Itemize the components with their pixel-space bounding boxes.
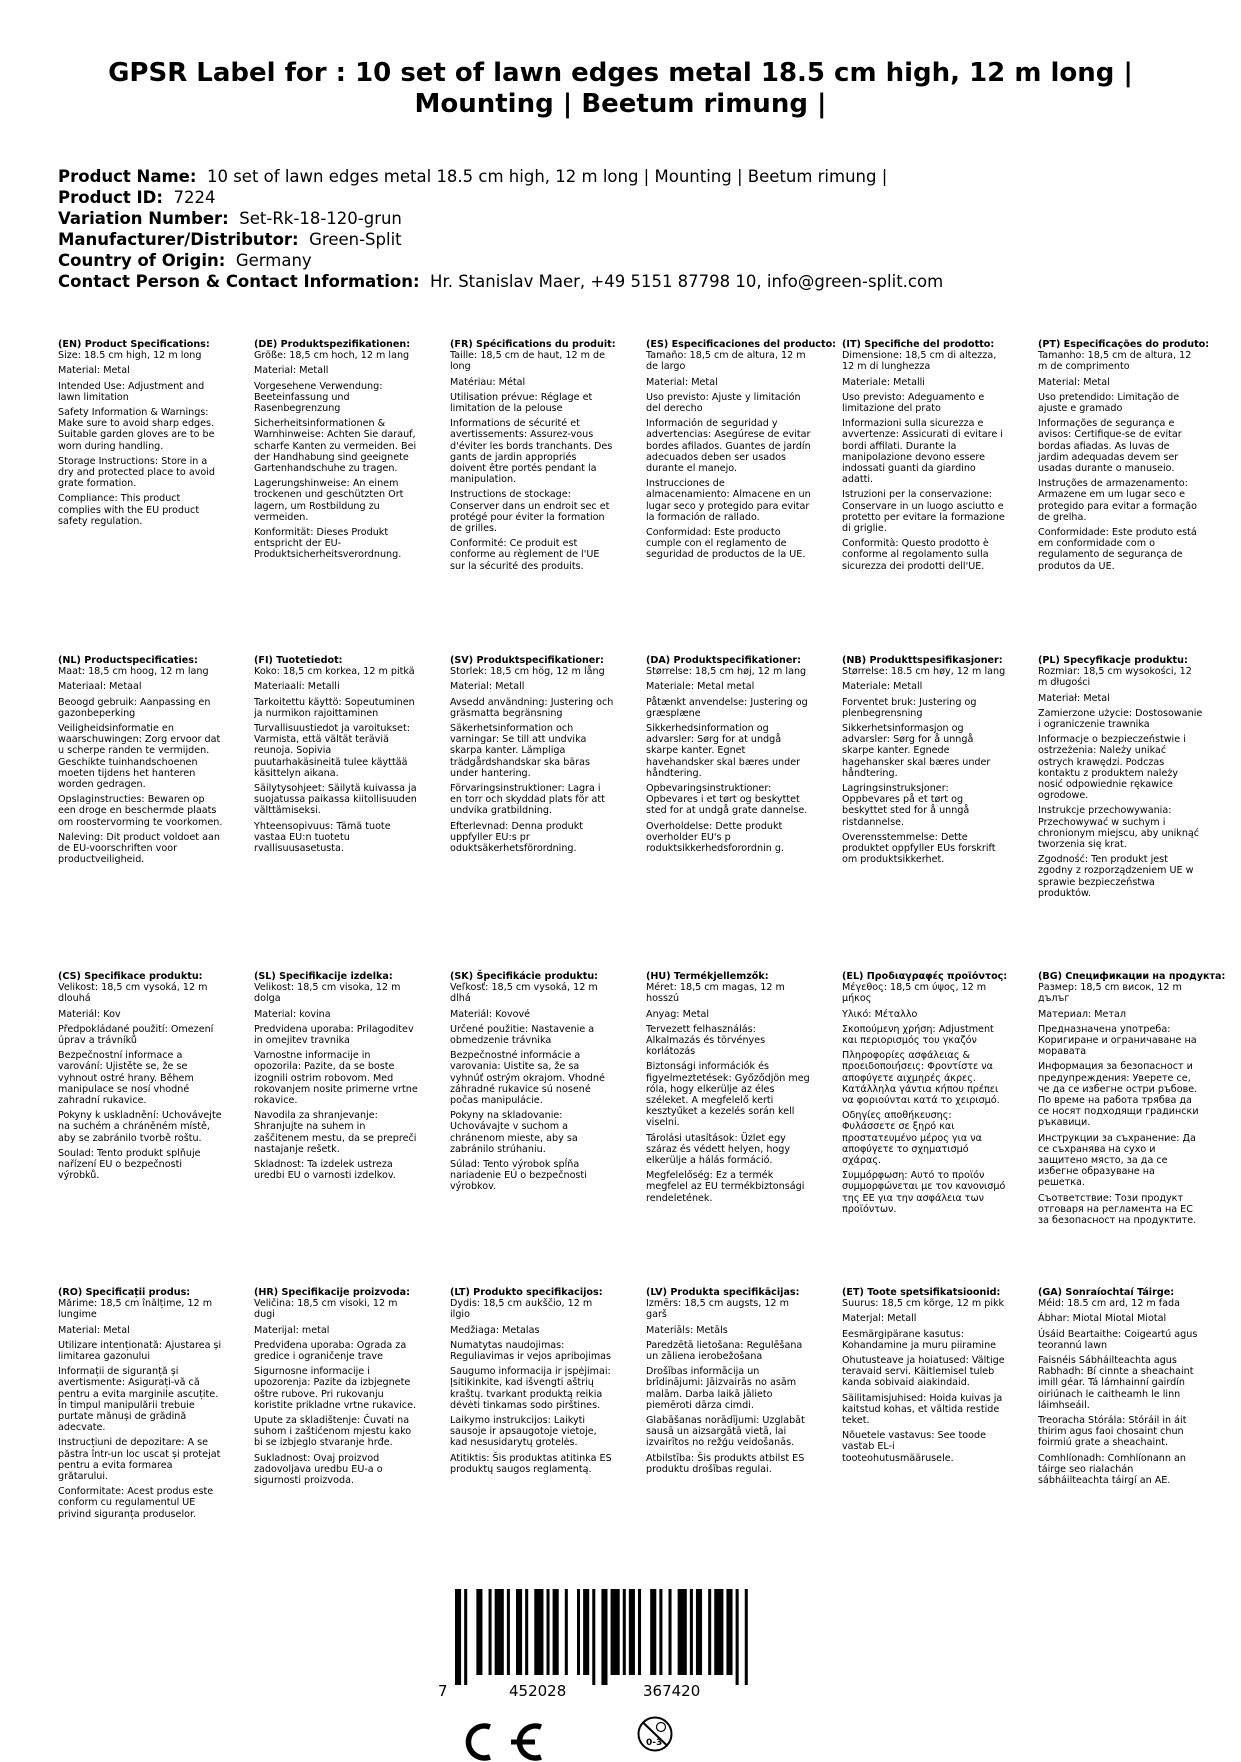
spec-block	[1038, 339, 1210, 576]
spec-line: Overholdelse: Dette produkt overholder EU's p roduktsikkerhedsforordnin g.	[646, 820, 785, 855]
spec-line: Materiale: Metalli	[842, 376, 925, 388]
spec-line: Nõuetele vastavus: See toode vastab EL-i tooteohutusmäärusele.	[842, 1430, 986, 1464]
spec-block	[842, 655, 1007, 869]
spec-line: Materiaal: Metaal	[58, 681, 142, 693]
spec-line: Sikkerhetsinformasjon og advarsler: Sørg for å unngå skarpe kanter. Egnede hagehansker skal bæres under håndtering.	[842, 723, 991, 779]
spec-line: Taille: 18,5 cm de haut, 12 m de long	[450, 350, 605, 373]
spec-block	[58, 971, 223, 1185]
spec-line: Vorgesehene Verwendung: Beeteinfassung und Rasenbegrenzung	[254, 380, 383, 415]
specifications-band	[58, 971, 1238, 1287]
spec-line: Tamanho: 18,5 cm de altura, 12 m de comprimento	[1038, 350, 1192, 373]
spec-line: Material: Metal	[646, 376, 718, 388]
spec-line: Glabāšanas norādījumi: Uzglabāt sausā un aizsargātā vietā, lai izvairītos no režģu veidošanās.	[646, 1415, 805, 1449]
spec-line: Instruções de armazenamento: Armazene em um lugar seco e protegido para evitar a formação de grelha.	[1038, 478, 1198, 523]
spec-block	[58, 655, 223, 869]
info-value: 7224	[173, 188, 216, 207]
spec-line: Určené použitie: Nastavenie a obmedzenie trávnika	[450, 1023, 595, 1047]
age-warning-text: 0-3	[646, 1738, 663, 1748]
spec-line: Eesmärgipärane kasutus: Kohandamine ja muru piiramine	[842, 1328, 997, 1351]
spec-line: Säilitamisjuhised: Hoida kuivas ja kaitstud kohas, et vältida restide teket.	[842, 1392, 1003, 1427]
barcode-bar	[708, 1589, 711, 1675]
spec-line: Información de seguridad y advertencias: Asegúrese de evitar bordes afilados. Guantes de jardín adecuados deben ser usados durante el manejo.	[646, 418, 811, 475]
barcode-bar	[507, 1589, 510, 1675]
spec-line: Paredzētā lietošana: Regulēšana un zāliena ierobežošana	[646, 1339, 803, 1363]
spec-heading: (ES) Especificaciones del producto:	[646, 339, 837, 350]
spec-line: Konformität: Dieses Produkt entspricht der EU-Produktsicherheitsverordnung.	[254, 527, 402, 561]
barcode-bar	[495, 1589, 504, 1675]
spec-line: Mărime: 18,5 cm înălțime, 12 m lungime	[58, 1298, 213, 1321]
spec-block	[58, 339, 223, 531]
spec-line: Méid: 18.5 cm ard, 12 m fada	[1038, 1298, 1181, 1310]
spec-line: Méret: 18,5 cm magas, 12 m hosszú	[646, 982, 785, 1005]
barcode-bar	[678, 1589, 687, 1675]
spec-line: Οδηγίες αποθήκευσης: Φυλάσσετε σε ξηρό και προστατευμένο μέρος για να αποφύγετε το σχηματισμό σχάρας.	[842, 1110, 982, 1167]
spec-line: Materiāls: Metāls	[646, 1324, 728, 1336]
spec-line: Υλικό: Μέταλλο	[842, 1008, 918, 1020]
spec-line: Instrukcje przechowywania: Przechowywać w suchym i chronionym miejscu, aby uniknąć tworzenia się krat.	[1038, 805, 1200, 851]
spec-line: Zamierzone użycie: Dostosowanie i ograniczenie trawnika	[1038, 707, 1203, 731]
spec-line: Laikymo instrukcijos: Laikyti sausoje ir apsaugotoje vietoje, kad nesusidarytų grotelės.	[450, 1415, 597, 1449]
spec-line: Uso previsto: Adeguamento e limitazione del prato	[842, 391, 985, 415]
spec-line: Avsedd användning: Justering och gräsmatta begränsning	[450, 696, 614, 719]
spec-line: Sigurnosne informacije i upozorenja: Pazite da izbjegnete oštre rubove. Pri rukovanju koristite prikladne vrtne rukavice.	[254, 1366, 417, 1411]
spec-line: Utilizare intenționată: Ajustarea și limitarea gazonului	[58, 1339, 222, 1363]
info-value: Set-Rk-18-120-grun	[239, 209, 402, 228]
spec-line: Størrelse: 18,5 cm høj, 12 m lang	[646, 666, 807, 678]
spec-block	[646, 339, 837, 565]
spec-line: Μέγεθος: 18,5 cm ύψος, 12 m μήκος	[842, 982, 987, 1005]
spec-line: Matériau: Métal	[450, 376, 526, 388]
product-info	[58, 166, 1198, 292]
barcode-bar	[464, 1589, 467, 1685]
spec-line: Drošības informācija un brīdinājumi: Jāizvairās no asām malām. Darba laikā jālieto piemēroti dārza cimdi.	[646, 1366, 797, 1411]
spec-line: Materiál: Kovové	[450, 1008, 531, 1020]
spec-line: Skladnost: Ta izdelek ustreza uredbi EU o varnosti izdelkov.	[254, 1159, 396, 1182]
spec-line: Koko: 18,5 cm korkea, 12 m pitkä	[254, 666, 415, 678]
spec-line: Säilytysohjeet: Säilytä kuivassa ja suojatussa paikassa kiitollisuuden välttämiseksi.	[254, 783, 417, 817]
spec-line: Predviđena uporaba: Ograda za gredice i ograničenje trave	[254, 1339, 407, 1363]
spec-heading: (GA) Sonraíochtaí Táirge:	[1038, 1287, 1175, 1298]
barcode-bar	[669, 1589, 672, 1675]
ce-mark-icon	[453, 1722, 553, 1762]
specifications-grid	[58, 339, 1238, 1603]
spec-block	[450, 1287, 615, 1479]
spec-line: Material: Metal	[1038, 376, 1110, 388]
spec-line: Veličina: 18,5 cm visoki, 12 m dugi	[254, 1298, 398, 1321]
label-title: GPSR Label for : 10 set of lawn edges metal 18.5 cm high, 12 m long | Mounting | Beetum rimung |	[108, 58, 1133, 119]
info-label: Variation Number:	[58, 209, 229, 228]
spec-line: Informații de siguranță și avertismente: Asigurați-vă că pentru a evita marginile ascuțite. În timpul manipulării trebuie purtate mănuși de grădină adecvate.	[58, 1366, 219, 1434]
spec-block	[1038, 655, 1203, 903]
spec-heading: (HU) Termékjellemzők:	[646, 971, 769, 982]
spec-line: Safety Information & Warnings: Make sure to avoid sharp edges. Suitable garden gloves are to be worn during handling.	[58, 407, 215, 452]
spec-line: Informações de segurança e avisos: Certifique-se de evitar bordas afiadas. As luvas de jardim adequadas devem ser usadas durante o manuseio.	[1038, 418, 1182, 475]
spec-line: Πληροφορίες ασφάλειας & προειδοποιήσεις: Φροντίστε να αποφύγετε αιχμηρές άκρες. Κατάλληλα γάντια κήπου πρέπει να φοριούνται κατά το χειρισμό.	[842, 1050, 1000, 1107]
spec-line: Materiał: Metal	[1038, 692, 1110, 704]
spec-line: Tervezett felhasználás: Alkalmazás és törvényes korlátozás	[646, 1023, 766, 1058]
barcode-bar	[611, 1589, 620, 1675]
spec-block	[254, 1287, 419, 1490]
spec-block	[646, 1287, 811, 1479]
spec-heading: (FR) Spécifications du produit:	[450, 339, 616, 350]
spec-line: Инструкции за съхранение: Да се съхранява на сухо и защитено място, за да се избегне образуване на решетка.	[1038, 1132, 1196, 1189]
spec-line: Pokyny k uskladnění: Uchovávejte na suchém a chráněném místě, aby se zabránilo tvorbě roštu.	[58, 1110, 222, 1144]
spec-heading: (CS) Specifikace produktu:	[58, 971, 203, 982]
barcode-bar	[565, 1589, 568, 1675]
spec-line: Sukladnost: Ovaj proizvod zadovoljava uredbu EU-a o sigurnosti proizvoda.	[254, 1452, 383, 1487]
spec-line: Předpokládané použití: Omezení úprav a trávníků	[58, 1023, 214, 1047]
spec-line: Συμμόρφωση: Αυτό το προϊόν συμμορφώνεται με τον κανονισμό της ΕΕ για την ασφάλεια των προϊόντων.	[842, 1170, 1006, 1215]
spec-line: Rozmiar: 18,5 cm wysokości, 12 m długości	[1038, 666, 1192, 689]
spec-heading: (EN) Product Specifications:	[58, 339, 210, 350]
spec-line: Upute za skladištenje: Čuvati na suhom i zaštićenom mjestu kako bi se izbjeglo stvaranje hrđe.	[254, 1415, 412, 1449]
spec-line: Yhteensopivuus: Tämä tuote vastaa EU:n tuotetu rvallisuusasetusta.	[254, 820, 391, 855]
spec-line: Overensstemmelse: Dette produktet oppfyller EUs forskrift om produktsikkerhet.	[842, 831, 996, 866]
spec-line: Påtænkt anvendelse: Justering og græsplæne	[646, 696, 808, 719]
spec-line: Pokyny na skladovanie: Uchovávajte v suchom a chránenom mieste, aby sa zabránilo strúhaniu.	[450, 1110, 578, 1155]
spec-line: Faisnéis Sábháilteachta agus Rabhadh: Bí cinnte a sheachaint imill géar. Tá lámhainní gairdín oiriúnach le caitheamh le linn láimhseáil.	[1038, 1355, 1194, 1411]
spec-line: Opbevaringsinstruktioner: Opbevares i et tørt og beskyttet sted for at undgå grate dannelse.	[646, 783, 808, 817]
barcode-bar	[489, 1589, 492, 1675]
spec-line: Material: Metal	[58, 1324, 130, 1336]
spec-line: Dimensione: 18,5 cm di altezza, 12 m di lunghezza	[842, 350, 997, 373]
barcode-bar	[577, 1589, 580, 1675]
contact-row	[58, 271, 1198, 292]
spec-line: Instructions de stockage: Conserver dans un endroit sec et protégé pour éviter la formation de grilles.	[450, 489, 610, 535]
spec-heading: (IT) Specifiche del prodotto:	[842, 339, 995, 350]
barcode-bar	[736, 1589, 739, 1685]
spec-line: Conformitate: Acest produs este conform cu regulamentul UE privind siguranța produselor.	[58, 1486, 214, 1520]
spec-block	[254, 655, 419, 858]
info-value: Hr. Stanislav Maer, +49 5151 87798 10, info@green-split.com	[430, 272, 944, 291]
spec-line: Tamaño: 18,5 cm de altura, 12 m de largo	[646, 350, 806, 373]
spec-line: Soulad: Tento produkt splňuje nařízení EU o bezpečnosti výrobků.	[58, 1147, 201, 1182]
spec-line: Atitiktis: Šis produktas atitinka ES produktų saugos reglamentą.	[450, 1452, 612, 1475]
barcode-bar	[534, 1589, 543, 1675]
spec-line: Materiale: Metall	[842, 681, 923, 693]
spec-line: Sicherheitsinformationen & Warnhinweise: Achten Sie darauf, scharfe Kanten zu vermeiden. Bei der Handhabung sind geeignete Gartenhandschuhe zu tragen.	[254, 418, 417, 475]
spec-line: Информация за безопасност и предупреждения: Уверете се, че да се избегне остри ръбове. По време на работа трябва да се носят подходящи градински ръкавици.	[1038, 1061, 1199, 1129]
specifications-band	[58, 339, 1238, 655]
spec-line: Conformidad: Este producto cumple con el reglamento de seguridad de productos de la UE.	[646, 527, 806, 561]
spec-heading: (PT) Especificações do produto:	[1038, 339, 1210, 350]
spec-line: Material: Metal	[58, 365, 130, 377]
barcode-bar	[714, 1589, 723, 1675]
spec-line: Efterlevnad: Denna produkt uppfyller EU:s pr oduktsäkerhetsförordning.	[450, 820, 584, 855]
spec-block	[450, 655, 615, 858]
barcode-bar	[516, 1589, 522, 1675]
spec-block	[254, 339, 419, 565]
spec-line: Størrelse: 18.5 cm høy, 12 m lang	[842, 666, 1006, 678]
barcode-digits-left: 452028	[509, 1682, 567, 1699]
spec-line: Material: Metall	[254, 365, 329, 377]
spec-line: Materiale: Metal metal	[646, 681, 755, 693]
spec-line: Materjal: Metall	[842, 1313, 917, 1325]
spec-line: Veľkosť: 18,5 cm vysoká, 12 m dlhá	[450, 982, 598, 1005]
spec-line: Uso pretendido: Limitação de ajuste e gramado	[1038, 391, 1180, 415]
info-label: Product Name:	[58, 167, 197, 186]
spec-heading: (LV) Produkta specifikācijas:	[646, 1287, 800, 1298]
barcode-bar	[525, 1589, 528, 1675]
spec-line: Предназначена употреба: Коригиране и ограничаване на моравата	[1038, 1023, 1197, 1058]
info-label: Contact Person & Contact Information:	[58, 272, 420, 291]
spec-line: Bezpečnostné informácie a varovania: Uistite sa, že sa vyhnúť ostrým okrajom. Vhodné záhradné rukavice sú nosené počas manipulácie.	[450, 1050, 605, 1107]
spec-heading: (SV) Produktspecifikationer:	[450, 655, 604, 666]
barcode-digit-prefix: 7	[438, 1682, 448, 1699]
spec-heading: (LT) Produkto specifikacijos:	[450, 1287, 603, 1298]
spec-line: Velikost: 18,5 cm vysoká, 12 m dlouhá	[58, 982, 208, 1005]
barcode-bar	[553, 1589, 559, 1675]
spec-line: Conformité: Ce produit est conforme au règlement de l'UE sur la sécurité des produits.	[450, 538, 600, 572]
spec-line: Materijal: metal	[254, 1324, 330, 1336]
barcode-bar	[583, 1589, 589, 1675]
spec-block	[842, 339, 1007, 576]
spec-block	[58, 1287, 223, 1524]
spec-line: Megfelelőség: Ez a termék megfelel az EU termékbiztonsági rendeletének.	[646, 1170, 805, 1204]
spec-line: Ohutusteave ja hoiatused: Vältige teravaid servi. Käitlemisel tuleb kanda sobivaid aiakindaid.	[842, 1355, 1005, 1389]
spec-line: Anyag: Metal	[646, 1008, 710, 1020]
spec-block	[842, 971, 1007, 1219]
spec-line: Материал: Метал	[1038, 1008, 1127, 1020]
info-value: Green-Split	[309, 230, 402, 249]
info-label: Country of Origin:	[58, 251, 226, 270]
barcode-bar	[745, 1589, 748, 1685]
spec-line: Izmērs: 18,5 cm augsts, 12 m garš	[646, 1298, 789, 1321]
barcode-bar	[638, 1589, 641, 1675]
spec-heading: (SK) Špecifikácie produktu:	[450, 971, 599, 982]
spec-line: Velikost: 18,5 cm visoka, 12 m dolga	[254, 982, 401, 1005]
spec-line: Ábhar: Miotal Miotal Miotal	[1038, 1313, 1167, 1325]
spec-line: Naleving: Dit product voldoet aan de EU-voorschriften voor productveiligheid.	[58, 831, 220, 866]
spec-line: Dydis: 18,5 cm aukščio, 12 m ilgio	[450, 1298, 593, 1321]
spec-line: Bezpečnostní informace a varování: Ujistěte se, že se vyhnout ostré hrany. Během manipulace se nosí vhodné zahradní rukavice.	[58, 1050, 194, 1107]
barcode-bar	[601, 1589, 607, 1685]
spec-line: Sikkerhedsinformation og advarsler: Sørg for at undgå skarpe kanter. Egnet havehandsker skal bæres under håndtering.	[646, 723, 801, 779]
spec-block	[842, 1287, 1007, 1468]
spec-line: Opslaginstructies: Bewaren op een droge en beschermde plaats om roostervorming te voorkomen.	[58, 794, 223, 828]
spec-line: Instrucciones de almacenamiento: Almacene en un lugar seco y protegido para evitar la formación de rallado.	[646, 478, 811, 523]
spec-block	[450, 971, 615, 1197]
barcode-bar	[629, 1589, 635, 1675]
spec-line: Forventet bruk: Justering og plenbegrensning	[842, 696, 977, 719]
spec-line: Turvallisuustiedot ja varoitukset: Varmista, että vältät teräviä reunoja. Sopivia puutarhakäsineitä tulee käyttää käsittelyn aikana.	[254, 723, 410, 779]
country-of-origin-row	[58, 250, 1198, 271]
info-value: 10 set of lawn edges metal 18.5 cm high, 12 m long | Mounting | Beetum rimung |	[206, 167, 888, 186]
spec-line: Storlek: 18,5 cm hög, 12 m lång	[450, 666, 605, 678]
spec-line: Zgodność: Ten produkt jest zgodny z rozporządzeniem UE w sprawie bezpieczeństwa produktów.	[1038, 854, 1194, 899]
spec-block	[450, 339, 615, 576]
not-for-children-0-3-icon	[626, 1716, 684, 1752]
spec-line: Размер: 18,5 cm висок, 12 m дълъг	[1038, 982, 1182, 1005]
spec-line: Suurus: 18,5 cm kõrge, 12 m pikk	[842, 1298, 1005, 1310]
spec-line: Intended Use: Adjustment and lawn limitation	[58, 380, 205, 403]
spec-line: Säkerhetsinformation och varningar: Se till att undvika skarpa kanter. Lämpliga trädgårdshandskar ska bäras under hantering.	[450, 723, 590, 779]
spec-line: Instrucțiuni de depozitare: A se păstra într-un loc uscat și protejat pentru a evita formarea grătarului.	[58, 1437, 221, 1483]
spec-line: Informations de sécurité et avertissements: Assurez-vous d'éviter les bords tranchants. Des gants de jardin appropriés doivent être portés pendant la manipulation.	[450, 418, 613, 486]
spec-line: Size: 18.5 cm high, 12 m long	[58, 350, 202, 362]
spec-heading: (DA) Produktspecifikationer:	[646, 655, 801, 666]
spec-block	[254, 971, 419, 1185]
spec-line: Predvidena uporaba: Prilagoditev in omejitev travnika	[254, 1023, 414, 1047]
barcode-bar	[592, 1589, 595, 1685]
spec-line: Beoogd gebruik: Aanpassing en gazonbeperking	[58, 696, 211, 719]
spec-line: Saugumo informacija ir įspėjimai: Įsitikinkite, kad išvengti aštrių kraštų. tvarkant produktą reikia dėvėti tinkamas sodo pirštines.	[450, 1366, 611, 1411]
spec-line: Tarkoitettu käyttö: Sopeutuminen ja nurmikon rajoittaminen	[254, 696, 415, 719]
barcode-bar	[650, 1589, 656, 1675]
product-id-row	[58, 187, 1198, 208]
spec-line: Medžiaga: Metalas	[450, 1324, 540, 1336]
spec-line: Größe: 18,5 cm hoch, 12 m lang	[254, 350, 410, 362]
barcode-bar	[659, 1589, 662, 1675]
info-label: Manufacturer/Distributor:	[58, 230, 299, 249]
info-value: Germany	[235, 251, 312, 270]
spec-line: Tárolási utasítások: Üzlet egy száraz és védett helyen, hogy elkerülje a hálás formáció.	[646, 1132, 791, 1167]
spec-block	[646, 655, 811, 858]
spec-line: Conformidade: Este produto está em conformidade com o regulamento de segurança de produtos da UE.	[1038, 527, 1197, 572]
spec-line: Informacje o bezpieczeństwie i ostrzeżenia: Należy unikać ostrych krawędzi. Podczas kontaktu z produktem należy nosić odpowiednie rękawice ogrodowe.	[1038, 734, 1186, 802]
spec-line: Istruzioni per la conservazione: Conservare in un luogo asciutto e protetto per evitare la formazione di griglie.	[842, 489, 1005, 535]
barcode-bar	[455, 1589, 461, 1685]
variation-number-row	[58, 208, 1198, 229]
specifications-band	[58, 1287, 1238, 1603]
spec-line: Maat: 18,5 cm hoog, 12 m lang	[58, 666, 209, 678]
barcode	[433, 1589, 763, 1699]
spec-line: Navodila za shranjevanje: Shranjujte na suhem in zaščitenem mestu, da se prepreči nastajanje rešetk.	[254, 1110, 417, 1155]
spec-heading: (EL) Προδιαγραφές προϊόντος:	[842, 971, 1008, 982]
spec-line: Storage Instructions: Store in a dry and protected place to avoid grate formation.	[58, 455, 216, 490]
spec-heading: (NL) Productspecificaties:	[58, 655, 198, 666]
barcode-bar	[726, 1589, 732, 1675]
spec-heading: (ET) Toote spetsifikatsioonid:	[842, 1287, 1001, 1298]
product-name-row	[58, 166, 1198, 187]
spec-block	[1038, 1287, 1203, 1490]
spec-heading: (PL) Specyfikacje produktu:	[1038, 655, 1188, 666]
spec-line: Atbilstība: Šis produkts atbilst ES produktu drošības regulai.	[646, 1452, 805, 1475]
barcode-bar	[696, 1589, 702, 1675]
spec-line: Lagringsinstruksjoner: Oppbevares på et tørt og beskyttet sted for å unngå ristdannelse.	[842, 783, 970, 828]
spec-line: Úsáid Beartaithe: Coigeartú agus teorannú lawn	[1038, 1328, 1198, 1351]
barcode-bars	[455, 1589, 748, 1685]
barcode-bar	[547, 1589, 550, 1675]
spec-line: Material: kovina	[254, 1008, 331, 1020]
barcode-bar	[476, 1589, 482, 1675]
spec-heading: (SL) Specifikacije izdelka:	[254, 971, 393, 982]
spec-heading: (BG) Спецификации на продукта:	[1038, 971, 1226, 982]
spec-line: Biztonsági információk és figyelmeztetések: Győződjön meg róla, hogy elkerülje az éles széleket. A megfelelő kerti kesztyűket a kezelés során kell viselni.	[646, 1061, 810, 1129]
spec-line: Utilisation prévue: Réglage et limitation de la pelouse	[450, 391, 593, 415]
info-label: Product ID:	[58, 188, 163, 207]
specifications-band	[58, 655, 1238, 971]
spec-heading: (HR) Specifikacije proizvoda:	[254, 1287, 410, 1298]
spec-heading: (DE) Produktspezifikationen:	[254, 339, 411, 350]
spec-line: Numatytas naudojimas: Reguliavimas ir vejos apribojimas	[450, 1339, 612, 1363]
spec-line: Σκοπούμενη χρήση: Adjustment και περιορισμός του γκαζόν	[842, 1023, 994, 1047]
barcode-bar	[690, 1589, 693, 1675]
spec-line: Materiál: Kov	[58, 1008, 121, 1020]
spec-line: Förvaringsinstruktioner: Lagra i en torr och skyddad plats för att undvika gratbildning.	[450, 783, 605, 817]
spec-heading: (FI) Tuotetiedot:	[254, 655, 343, 666]
spec-block	[646, 971, 811, 1208]
spec-heading: (NB) Produkttspesifikasjoner:	[842, 655, 1003, 666]
barcode-bar	[623, 1589, 626, 1675]
spec-line: Compliance: This product complies with the EU product safety regulation.	[58, 493, 200, 527]
spec-line: Comhlíonadh: Comhlíonann an táirge seo rialachán sábháilteachta táirgí an AE.	[1038, 1452, 1186, 1487]
spec-line: Varnostne informacije in opozorila: Pazite, da se boste izognili ostrim robovom. Med rokovanjem nosite primerne vrtne rokavice.	[254, 1050, 418, 1107]
spec-line: Súlad: Tento výrobok spĺňa nariadenie EÚ o bezpečnosti výrobkov.	[450, 1159, 587, 1193]
spec-line: Informazioni sulla sicurezza e avvertenze: Assicurati di evitare i bordi affilati. Durante la manipolazione devono essere indossati guanti da giardino adatti.	[842, 418, 1003, 486]
spec-line: Veiligheidsinformatie en waarschuwingen: Zorg ervoor dat u scherpe randen te vermijden. Geschikte tuinhandschoenen moeten tijdens het hanteren worden gedragen.	[58, 723, 221, 791]
spec-line: Treoracha Stórála: Stóráil in áit thirim agus faoi chosaint chun foirmiú grate a sheachaint.	[1038, 1415, 1187, 1449]
spec-line: Lagerungshinweise: An einem trockenen und geschützten Ort lagern, um Rostbildung zu vermeiden.	[254, 478, 404, 523]
manufacturer-row	[58, 229, 1198, 250]
barcode-digits-right: 367420	[643, 1682, 701, 1699]
spec-line: Materiaali: Metalli	[254, 681, 340, 693]
spec-line: Material: Metall	[450, 681, 525, 693]
spec-heading: (RO) Specificații produs:	[58, 1287, 191, 1298]
spec-block	[1038, 971, 1226, 1230]
spec-line: Съответствие: Този продукт отговаря на регламента на ЕС за безопасност на продуктите.	[1038, 1192, 1197, 1227]
spec-line: Conformità: Questo prodotto è conforme al regolamento sulla sicurezza dei prodotti dell'UE.	[842, 538, 989, 572]
spec-line: Uso previsto: Ajuste y limitación del derecho	[646, 391, 801, 415]
